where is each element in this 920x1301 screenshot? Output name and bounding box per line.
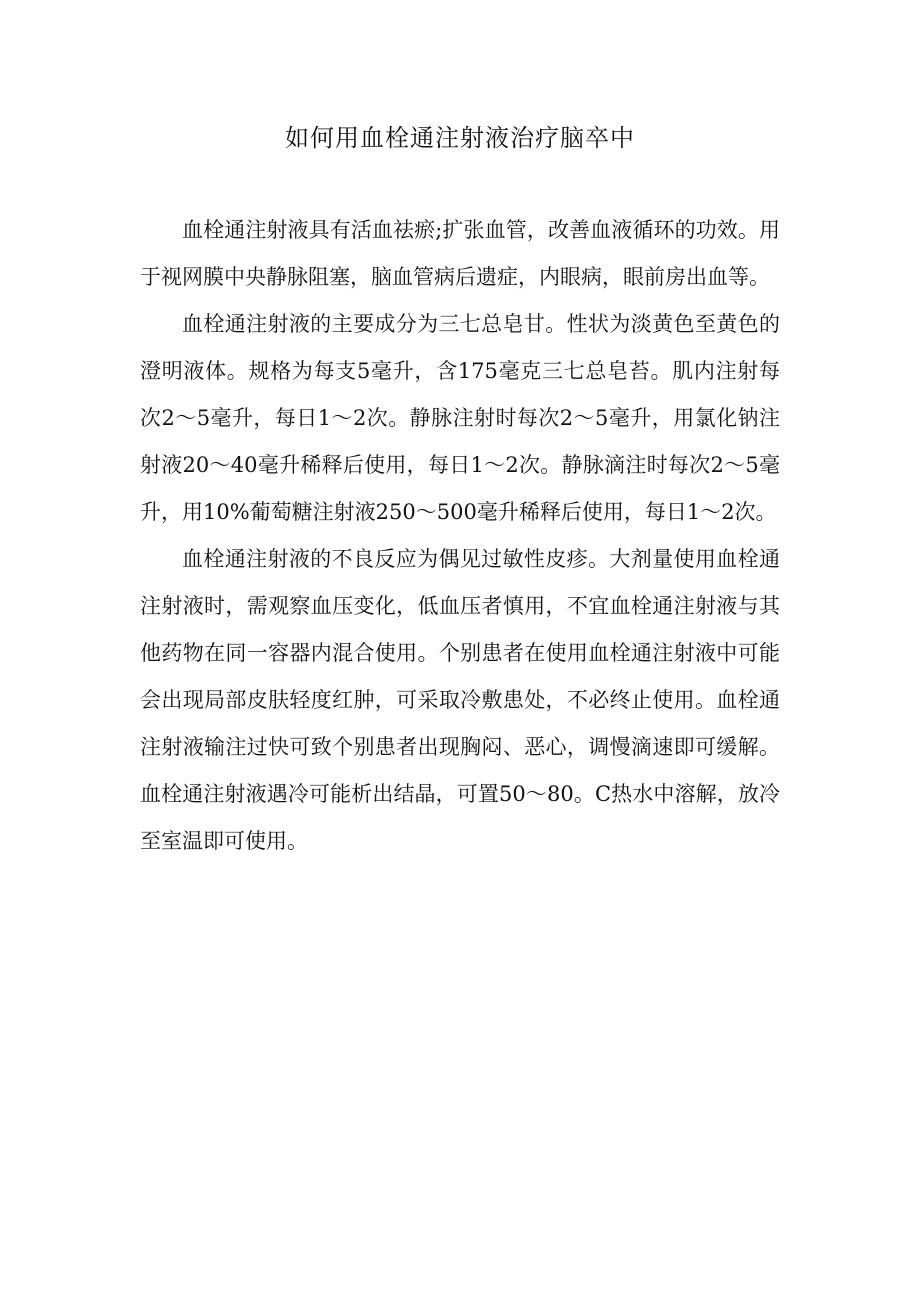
- paragraph-3: 血栓通注射液的不良反应为偶见过敏性皮疹。大剂量使用血栓通注射液时，需观察血压变化，低血压者慎用，不宜血栓通注射液与其他药物在同一容器内混合使用。个别患者在使用血栓通注射液中可能会出现局部皮肤轻度红肿，可采取冷敷患处，不必终止使用。血栓通注射液输注过快可致个别患者出现胸闷、恶心，调慢滴速即可缓解。血栓通注射液遇冷可能析出结晶，可置50～80。C热水中溶解，放冷至室温即可使用。: [140, 547, 780, 853]
- document-title: 如何用血栓通注射液治疗脑卒中: [285, 124, 635, 152]
- paragraph-1: 血栓通注射液具有活血祛瘀;扩张血管，改善血液循环的功效。用于视网膜中央静脉阻塞，脑血管病后遗症，内眼病，眼前房出血等。: [140, 218, 780, 289]
- paragraph-2: 血栓通注射液的主要成分为三七总皂甘。性状为淡黄色至黄色的澄明液体。规格为每支5毫升，含175毫克三七总皂苔。肌内注射每次2～5毫升，每日1～2次。静脉注射时每次2～5毫升，用氯化钠注射液20～40毫升稀释后使用，每日1～2次。静脉滴注时每次2～5毫升，用10%葡萄糖注射液250～500毫升稀释后使用，每日1～2次。: [140, 312, 780, 524]
- document-body: [140, 207, 780, 865]
